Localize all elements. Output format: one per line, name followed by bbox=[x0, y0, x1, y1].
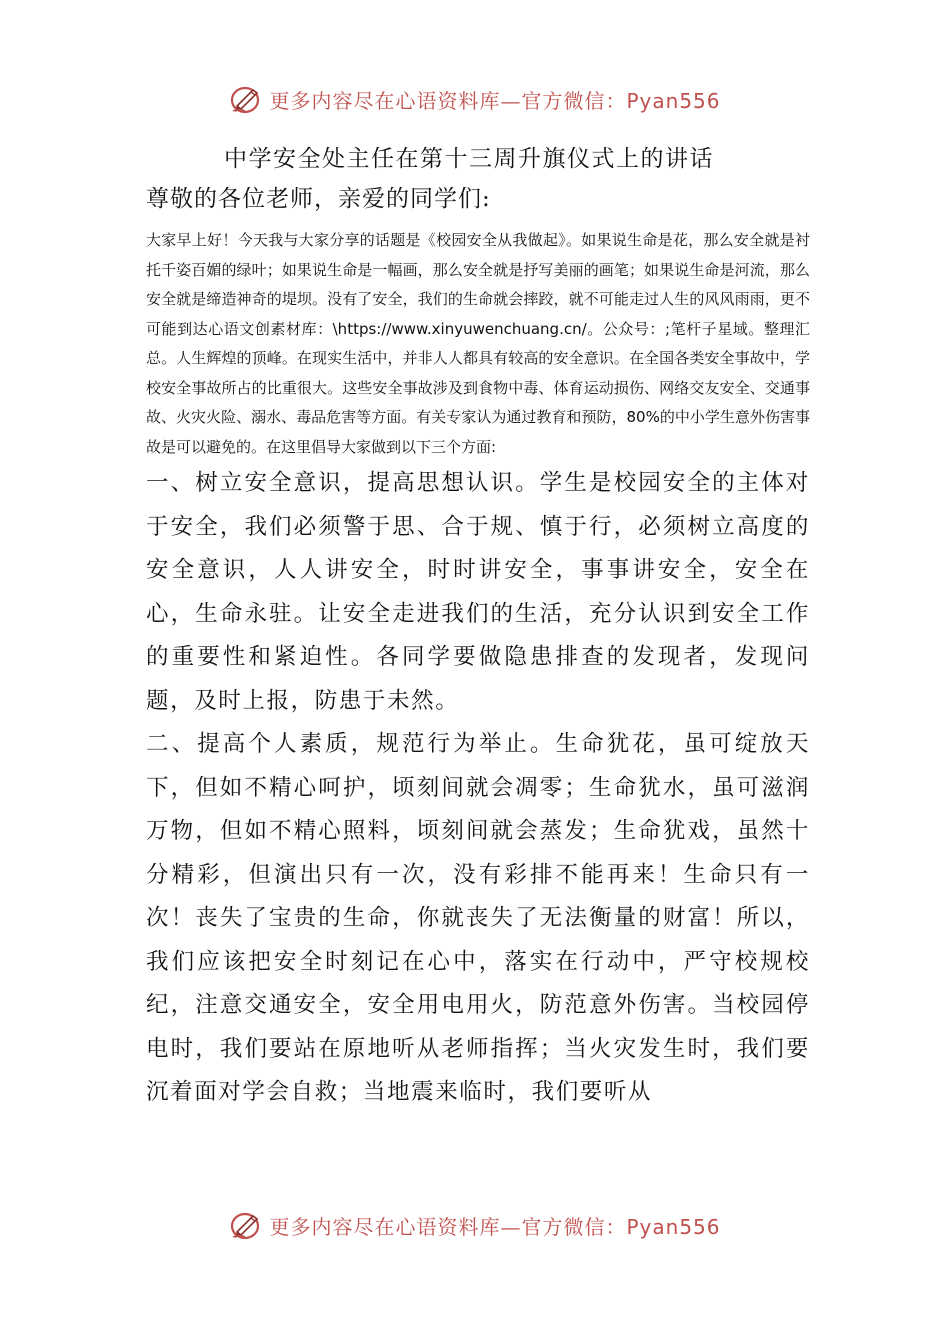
intro-paragraph: 大家早上好！今天我与大家分享的话题是《校园安全从我做起》。如果说生命是花，那么安全就是衬托千姿百媚的绿叶；如果说生命是一幅画，那么安全就是抒写美丽的画笔；如果说生命是河流，那么安全就是缔造神奇的堤坝。没有了安全，我们的生命就会摔跤，就不可能走过人生的风风雨雨，更不可能到达心语文创素材库：\https://www.xinyuwenchuang.cn/。公众号：;笔杆子星域。整理汇总。人生辉煌的顶峰。在现实生活中，并非人人都具有较高的安全意识。在全国各类安全事故中，学校安全事故所占的比重很大。这些安全事故涉及到食物中毒、体育运动损伤、网络交友安全、交通事故、火灾火险、溺水、毒品危害等方面。有关专家认为通过教育和预防，80%的中小学生意外伤害事故是可以避免的。在这里倡导大家做到以下三个方面: bbox=[146, 231, 810, 456]
pen-logo-icon bbox=[229, 82, 263, 116]
document-body bbox=[146, 140, 810, 1115]
salutation: 尊敬的各位老师，亲爱的同学们: bbox=[146, 186, 491, 212]
page-title: 中学安全处主任在第十三周升旗仪式上的讲话 bbox=[224, 146, 714, 172]
header-banner bbox=[0, 82, 950, 122]
pen-logo-icon bbox=[229, 1208, 263, 1242]
point-two-paragraph: 二、提高个人素质，规范行为举止。生命犹花，虽可绽放天下，但如不精心呵护，顷刻间就会凋零；生命犹水，虽可滋润万物，但如不精心照料，顷刻间就会蒸发；生命犹戏，虽然十分精彩，但演出只有一次，没有彩排不能再来！生命只有一次！丧失了宝贵的生命，你就丧失了无法衡量的财富！所以，我们应该把安全时刻记在心中，落实在行动中，严守校规校纪，注意交通安全，安全用电用火，防范意外伤害。当校园停电时，我们要站在原地听从老师指挥；当火灾发生时，我们要沉着面对学会自救；当地震来临时，我们要听从 bbox=[146, 731, 810, 1105]
wechat-id: Pyan556 bbox=[626, 88, 721, 113]
wechat-id: Pyan556 bbox=[626, 1214, 721, 1239]
footer-banner bbox=[0, 1208, 950, 1248]
banner-text: 更多内容尽在心语资料库—官方微信：Pyan556 bbox=[269, 88, 721, 113]
banner-text: 更多内容尽在心语资料库—官方微信：Pyan556 bbox=[269, 1214, 721, 1239]
point-one-paragraph: 一、树立安全意识，提高思想认识。学生是校园安全的主体对于安全，我们必须警于思、合于规、慎于行，必须树立高度的安全意识，人人讲安全，时时讲安全，事事讲安全，安全在心，生命永驻。让安全走进我们的生活，充分认识到安全工作的重要性和紧迫性。各同学要做隐患排查的发现者，发现问题，及时上报，防患于未然。 bbox=[146, 470, 810, 714]
